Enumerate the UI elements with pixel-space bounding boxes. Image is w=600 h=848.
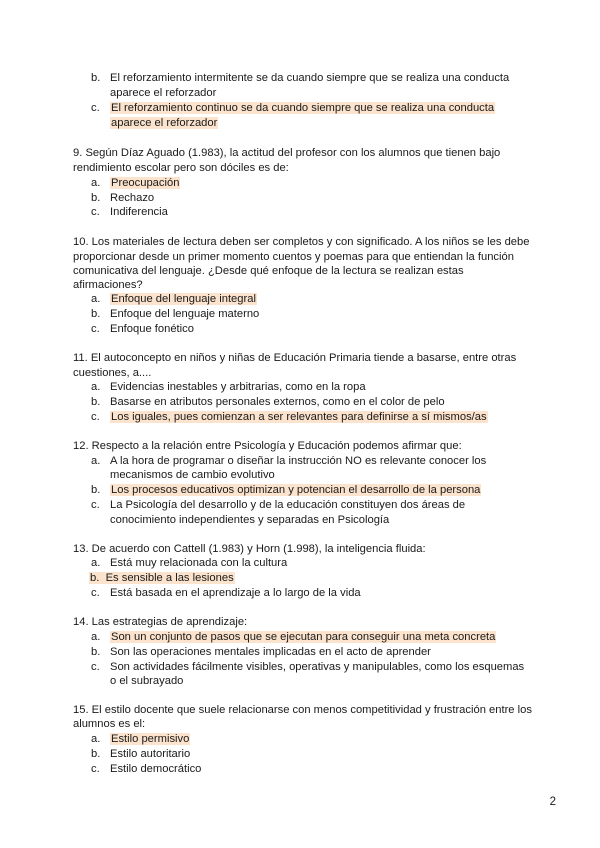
option-text: conocimiento independientes y separadas en Psicología — [110, 514, 390, 526]
option-text: Son las operaciones mentales implicadas en el acto de aprender — [110, 646, 431, 658]
highlighted-answer: Preocupación — [111, 177, 180, 189]
option-marker: a. — [91, 293, 101, 305]
option-text: Indiferencia — [110, 206, 168, 218]
option-marker: b. — [91, 484, 101, 496]
option-marker: c. — [91, 411, 100, 423]
question-14-text: 14. Las estrategias de aprendizaje: — [73, 616, 248, 628]
option-marker: b. — [91, 72, 101, 84]
option-marker: c. — [91, 206, 100, 218]
option-marker: c. — [91, 661, 100, 673]
option-text: A la hora de programar o diseñar la instrucción NO es relevante conocer los — [110, 455, 487, 467]
option-text: Son actividades fácilmente visibles, operativas y manipulables, como los esquemas — [110, 661, 525, 673]
question-9-text: 9. Según Díaz Aguado (1.983), la actitud del profesor con los alumnos que tienen bajo — [73, 147, 501, 159]
option-marker: c. — [91, 499, 100, 511]
option-marker: a. — [91, 381, 101, 393]
option-marker: b. — [91, 192, 101, 204]
option-marker: a. — [91, 733, 101, 745]
question-15-text: alumnos es el: — [73, 718, 146, 730]
question-10-text: 10. Los materiales de lectura deben ser completos y con significado. A los niños se les debe — [73, 236, 530, 248]
question-10-text: proporcionar desde un primer momento cuentos y poemas para que entiendan la función — [73, 251, 514, 263]
question-10-text: comunicativa del lenguaje. ¿Desde qué enfoque de la lectura se realizan estas — [73, 265, 464, 277]
question-10-text: afirmaciones? — [73, 279, 143, 291]
option-marker: b. — [91, 396, 101, 408]
option-text: aparece el reforzador — [110, 87, 217, 99]
option-marker: c. — [91, 323, 100, 335]
option-text: El reforzamiento intermitente se da cuando siempre que se realiza una conducta — [110, 72, 510, 84]
option-marker: b. — [91, 748, 101, 760]
highlighted-answer: Estilo permisivo — [111, 733, 190, 745]
option-marker: a. — [91, 631, 101, 643]
question-12-text: 12. Respecto a la relación entre Psicología y Educación podemos afirmar que: — [73, 440, 462, 452]
option-marker: c. — [91, 587, 100, 599]
option-text: Basarse en atributos personales externos, como en el color de pelo — [110, 396, 445, 408]
option-marker: c. — [91, 763, 100, 775]
question-11-text: cuestiones, a.... — [73, 367, 152, 379]
option-text: Enfoque del lenguaje materno — [110, 308, 260, 320]
option-marker: a. — [91, 177, 101, 189]
option-text: Evidencias inestables y arbitrarias, como en la ropa — [110, 381, 366, 393]
option-text: Estilo democrático — [110, 763, 202, 775]
option-marker: a. — [91, 557, 101, 569]
highlighted-answer: El reforzamiento continuo se da cuando siempre que se realiza una conducta — [111, 102, 495, 114]
option-text: Estilo autoritario — [110, 748, 191, 760]
option-text: Está muy relacionada con la cultura — [110, 557, 288, 569]
question-15-text: 15. El estilo docente que suele relacionarse con menos competitividad y frustración entre los — [73, 704, 532, 716]
highlighted-answer: Enfoque del lenguaje integral — [111, 293, 256, 305]
option-text: mecanismos de cambio evolutivo — [110, 469, 275, 481]
option-text: o el subrayado — [110, 675, 184, 687]
page-number: 2 — [549, 796, 556, 808]
option-text: Está basada en el aprendizaje a lo largo de la vida — [110, 587, 361, 599]
question-13-text: 13. De acuerdo con Cattell (1.983) y Horn (1.998), la inteligencia fluida: — [73, 543, 426, 555]
option-text: Enfoque fonético — [110, 323, 194, 335]
highlighted-answer: Los procesos educativos optimizan y potencian el desarrollo de la persona — [111, 484, 481, 496]
question-11-text: 11. El autoconcepto en niños y niñas de Educación Primaria tiende a basarse, entre otras — [73, 352, 517, 364]
option-marker: c. — [91, 102, 100, 114]
highlighted-answer: Los iguales, pues comienzan a ser relevantes para definirse a sí mismos/as — [111, 411, 487, 423]
highlighted-answer: Son un conjunto de pasos que se ejecutan para conseguir una meta concreta — [111, 631, 496, 643]
option-text: La Psicología del desarrollo y de la educación constituyen dos áreas de — [110, 499, 466, 511]
highlighted-answer: b. Es sensible a las lesiones — [90, 572, 234, 584]
option-text: Rechazo — [110, 192, 155, 204]
option-marker: b. — [91, 646, 101, 658]
question-9-text: rendimiento escolar pero son dóciles es de: — [73, 162, 289, 174]
option-marker: a. — [91, 455, 101, 467]
option-marker: b. — [91, 308, 101, 320]
highlighted-answer: aparece el reforzador — [111, 117, 218, 129]
